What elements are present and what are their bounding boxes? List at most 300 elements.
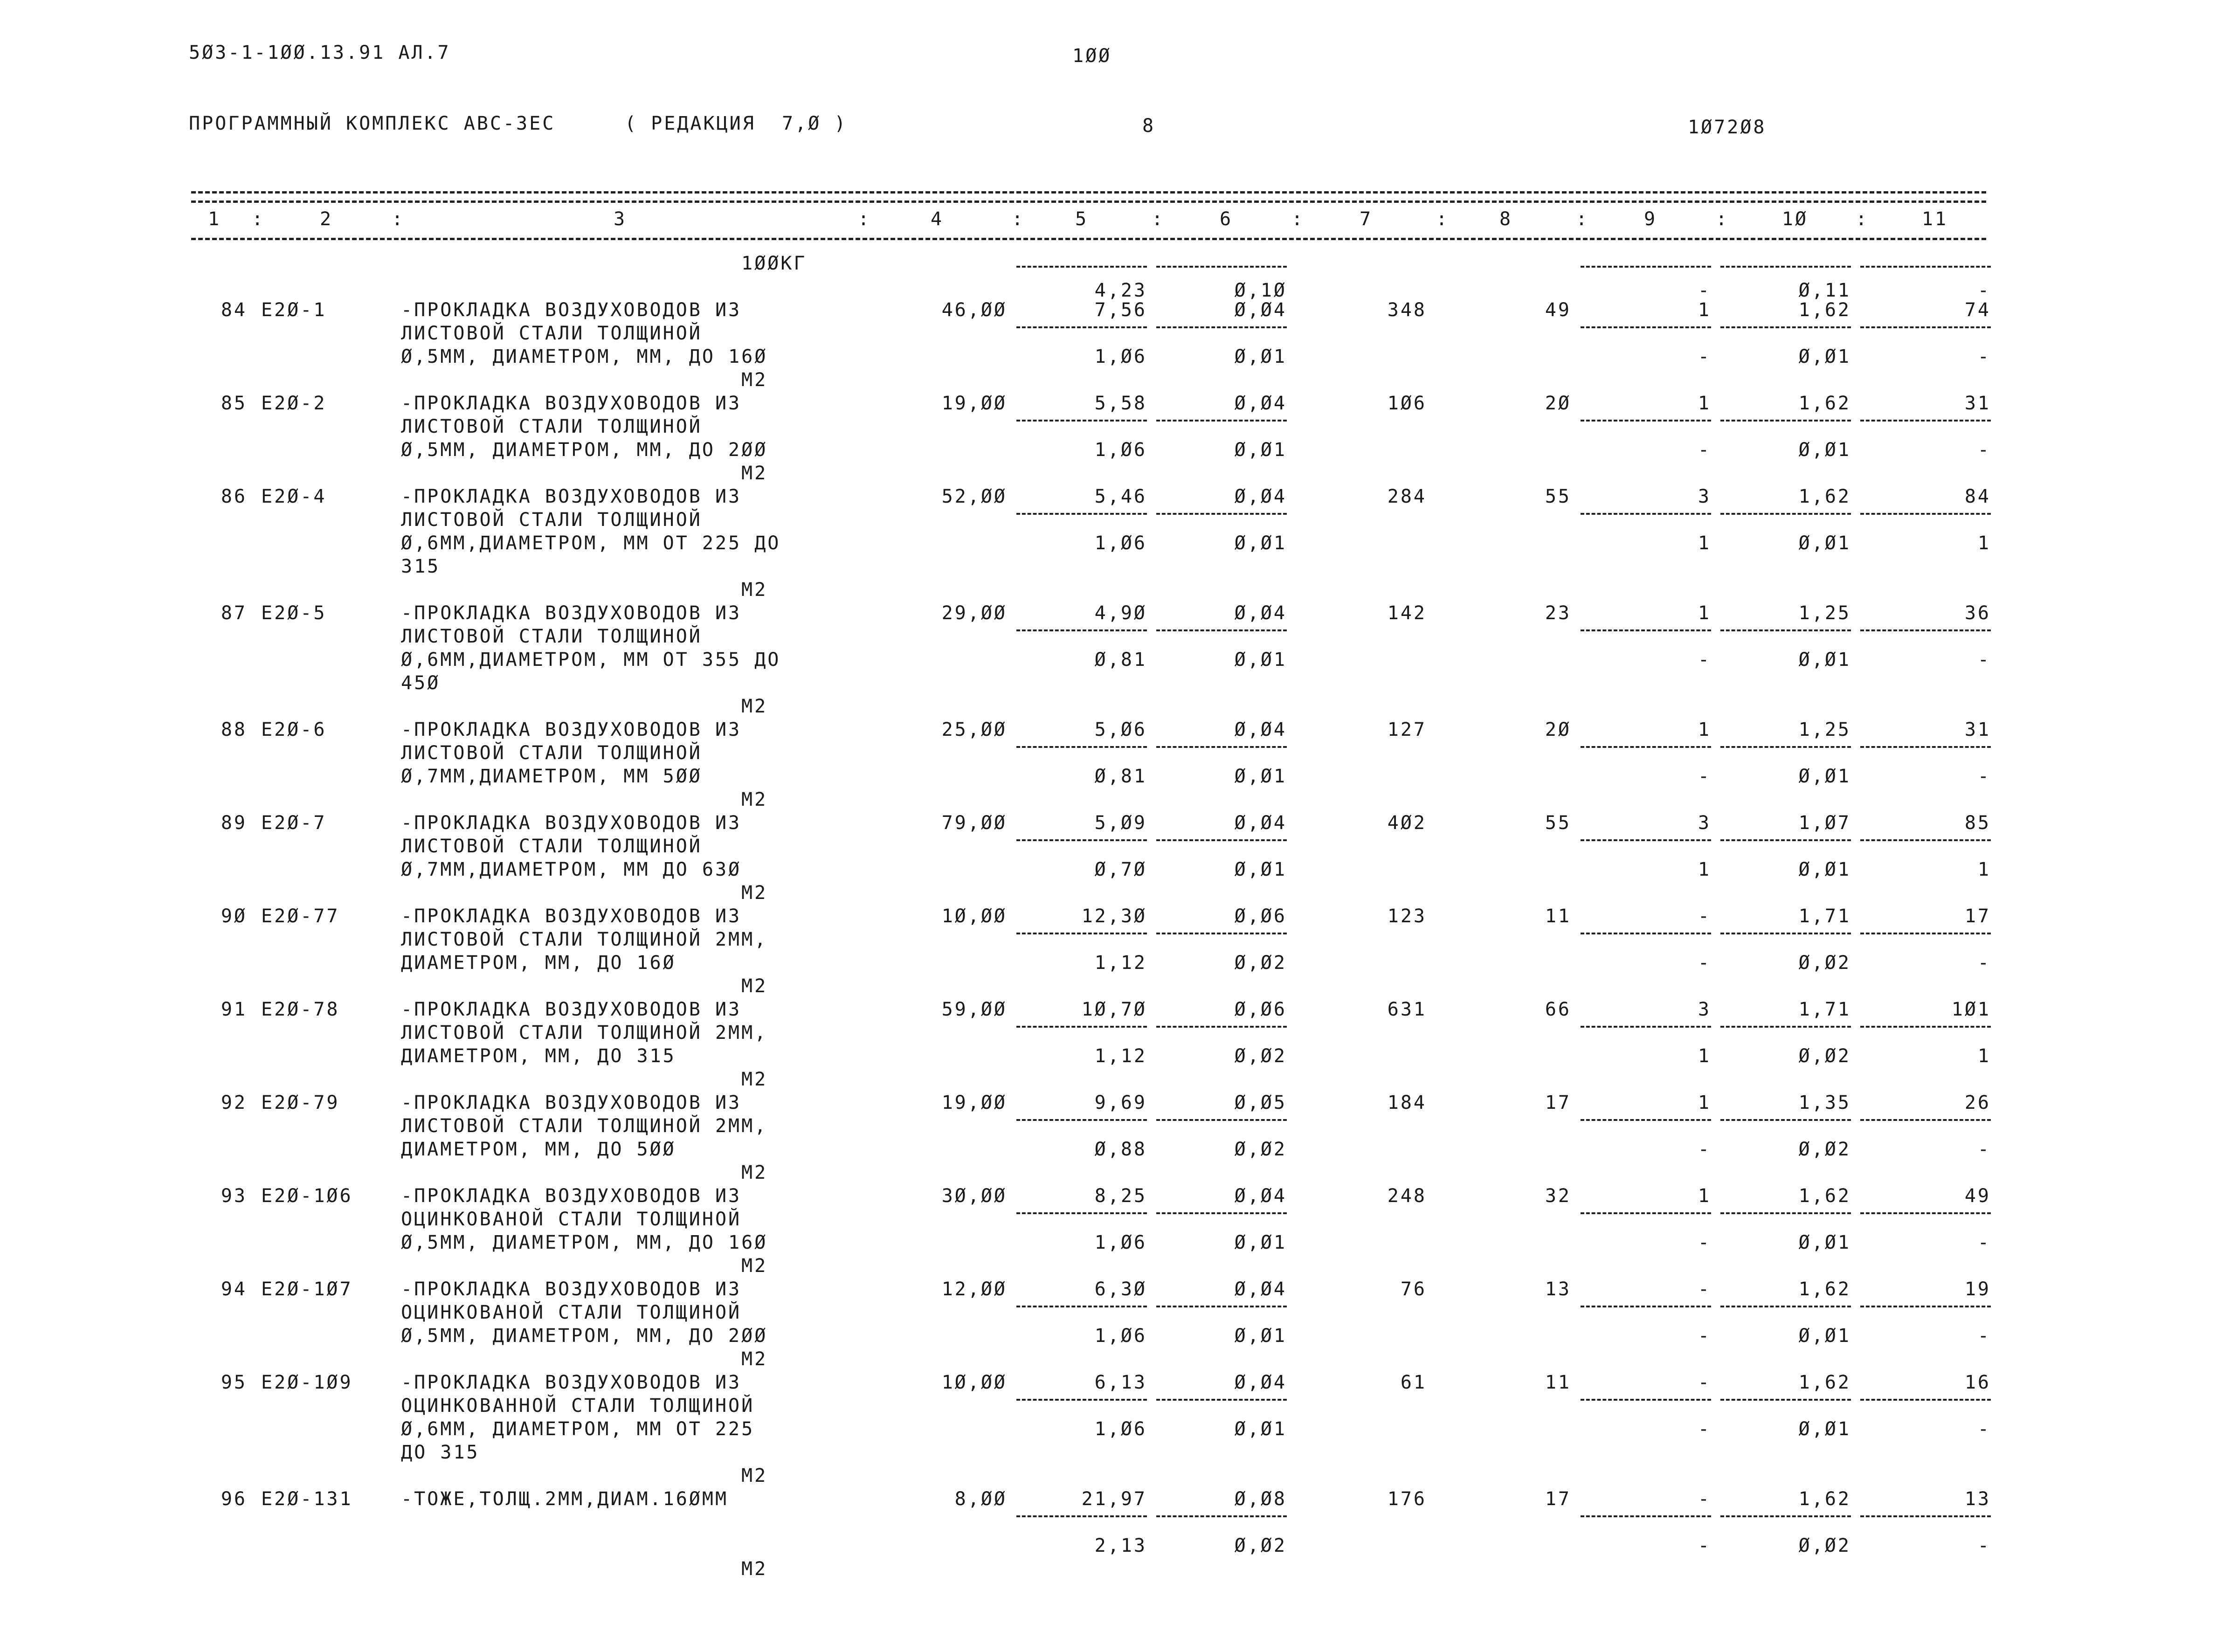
machinist-hours: Ø,Ø1 (1798, 1232, 1851, 1253)
split-rule (1720, 1306, 1851, 1307)
unit-of-measure: М2 (741, 1348, 768, 1370)
item-description-line: ДИАМЕТРОМ, ММ, ДО 315 (401, 1045, 676, 1067)
item-number: 84 (221, 299, 247, 321)
carry-col11: - (1977, 280, 1991, 301)
document-code: 1Ø72Ø8 (1688, 117, 1767, 138)
labor-hours-total: 31 (1964, 393, 1991, 414)
item-description-line: -ПРОКЛАДКА ВОЗДУХОВОДОВ ИЗ (401, 1092, 742, 1113)
unit-wage: 1,12 (1094, 1045, 1147, 1067)
unit-of-measure: М2 (741, 696, 768, 717)
item-description-line: ОЦИНКОВАНОЙ СТАЛИ ТОЛЩИНОЙ (401, 1209, 742, 1230)
unit-wage: 1,12 (1094, 952, 1147, 974)
machinist-hours-total: - (1977, 346, 1991, 367)
machinist-hours: Ø,Ø1 (1798, 346, 1851, 367)
labor-hours: 1,62 (1798, 1279, 1851, 1300)
labor-hours: 1,62 (1798, 299, 1851, 321)
col9-value: 3 (1698, 486, 1711, 507)
quantity: 1Ø,ØØ (941, 1372, 1007, 1393)
rate-code: Е2Ø-131 (261, 1488, 353, 1510)
item-description-line: ЛИСТОВОЙ СТАЛИ ТОЛЩИНОЙ 2ММ, (401, 1115, 768, 1137)
labor-hours: 1,25 (1798, 602, 1851, 624)
unit-machinist-wage: Ø,Ø1 (1234, 1418, 1287, 1440)
split-rule (1860, 1026, 1991, 1028)
col9-value: 1 (1698, 299, 1711, 321)
split-rule (1720, 1399, 1851, 1401)
rate-code: Е2Ø-6 (261, 719, 327, 740)
item-description-line: -ПРОКЛАДКА ВОЗДУХОВОДОВ ИЗ (401, 905, 742, 927)
total-cost: 631 (1387, 999, 1427, 1020)
unit-cost-machine: Ø,Ø4 (1234, 1372, 1287, 1393)
split-rule (1016, 1515, 1147, 1517)
labor-cost: 2Ø (1545, 719, 1571, 740)
column-separator: : (252, 208, 265, 230)
program-edition: ( РЕДАКЦИЯ 7,Ø ) (625, 113, 848, 134)
machinist-hours-total: 1 (1977, 532, 1991, 554)
item-description-line: -ПРОКЛАДКА ВОЗДУХОВОДОВ ИЗ (401, 299, 742, 321)
split-rule (1156, 933, 1287, 934)
unit-wage: 1,Ø6 (1094, 532, 1147, 554)
item-description-line: -ТОЖЕ,ТОЛЩ.2ММ,ДИАМ.16ØММ (401, 1488, 729, 1510)
rate-code: Е2Ø-79 (261, 1092, 340, 1113)
carry-col6: Ø,1Ø (1234, 280, 1287, 301)
column-separator: : (1291, 208, 1305, 230)
unit-cost-total: 4,9Ø (1094, 602, 1147, 624)
unit-cost-machine: Ø,Ø4 (1234, 719, 1287, 740)
split-rule (1581, 1399, 1711, 1401)
split-rule (1016, 513, 1147, 515)
column-number-5: 5 (1075, 208, 1089, 230)
unit-of-measure: М2 (741, 1069, 768, 1090)
unit-cost-machine: Ø,Ø4 (1234, 1185, 1287, 1207)
column-separator: : (392, 208, 405, 230)
item-description-line: -ПРОКЛАДКА ВОЗДУХОВОДОВ ИЗ (401, 486, 742, 507)
unit-cost-total: 7,56 (1094, 299, 1147, 321)
unit-cost-machine: Ø,Ø8 (1234, 1488, 1287, 1510)
split-rule (1581, 839, 1711, 841)
labor-hours: 1,62 (1798, 1372, 1851, 1393)
item-description-line: 315 (401, 556, 441, 577)
machinist-hours: Ø,Ø1 (1798, 532, 1851, 554)
split-rule (1581, 1212, 1711, 1214)
item-description-line: ОЦИНКОВАНОЙ СТАЛИ ТОЛЩИНОЙ (401, 1302, 742, 1323)
unit-cost-machine: Ø,Ø4 (1234, 393, 1287, 414)
item-number: 96 (221, 1488, 247, 1510)
unit-machinist-wage: Ø,Ø1 (1234, 766, 1287, 787)
split-rule (1016, 1026, 1147, 1028)
total-cost: 284 (1387, 486, 1427, 507)
split-rule (1720, 420, 1851, 422)
unit-cost-total: 12,3Ø (1081, 905, 1147, 927)
unit-cost-machine: Ø,Ø4 (1234, 1279, 1287, 1300)
labor-hours-total: 13 (1964, 1488, 1991, 1510)
item-number: 9Ø (221, 905, 247, 927)
split-rule (1156, 1212, 1287, 1214)
split-rule (1720, 1212, 1851, 1214)
split-rule (1860, 1306, 1991, 1307)
column-separator: : (1436, 208, 1450, 230)
unit-cost-machine: Ø,Ø4 (1234, 812, 1287, 834)
col9-sub-value: - (1698, 1232, 1711, 1253)
split-rule (1016, 266, 1147, 268)
split-rule (1016, 1306, 1147, 1307)
labor-hours-total: 16 (1964, 1372, 1991, 1393)
split-rule (1156, 1515, 1287, 1517)
column-number-1: 1 (207, 208, 221, 230)
labor-cost: 23 (1545, 602, 1571, 624)
rate-code: Е2Ø-78 (261, 999, 340, 1020)
carry-unit: 1ØØКГ (741, 253, 807, 274)
split-rule (1860, 1212, 1991, 1214)
column-separator: : (1012, 208, 1025, 230)
col9-value: 3 (1698, 999, 1711, 1020)
labor-hours-total: 84 (1964, 486, 1991, 507)
unit-cost-total: 1Ø,7Ø (1081, 999, 1147, 1020)
item-number: 89 (221, 812, 247, 834)
unit-machinist-wage: Ø,Ø2 (1234, 1045, 1287, 1067)
unit-of-measure: М2 (741, 1255, 768, 1277)
unit-of-measure: М2 (741, 1558, 768, 1580)
col9-sub-value: 1 (1698, 1045, 1711, 1067)
labor-hours: 1,Ø7 (1798, 812, 1851, 834)
item-description-line: ЛИСТОВОЙ СТАЛИ ТОЛЩИНОЙ (401, 323, 702, 344)
quantity: 12,ØØ (941, 1279, 1007, 1300)
column-number-6: 6 (1219, 208, 1233, 230)
item-description-line: Ø,5ММ, ДИАМЕТРОМ, ММ, ДО 16Ø (401, 346, 768, 367)
total-cost: 248 (1387, 1185, 1427, 1207)
split-rule (1581, 420, 1711, 422)
rate-code: Е2Ø-1Ø6 (261, 1185, 353, 1207)
col9-value: - (1698, 1372, 1711, 1393)
unit-machinist-wage: Ø,Ø1 (1234, 649, 1287, 670)
quantity: 19,ØØ (941, 393, 1007, 414)
unit-wage: Ø,81 (1094, 766, 1147, 787)
col9-value: 1 (1698, 1185, 1711, 1207)
split-rule (1016, 1212, 1147, 1214)
unit-wage: 1,Ø6 (1094, 346, 1147, 367)
rate-code: Е2Ø-5 (261, 602, 327, 624)
machinist-hours-total: - (1977, 649, 1991, 670)
unit-cost-total: 5,Ø6 (1094, 719, 1147, 740)
unit-of-measure: М2 (741, 789, 768, 810)
split-rule (1016, 1119, 1147, 1121)
split-rule (1860, 266, 1991, 268)
split-rule (1156, 1026, 1287, 1028)
col9-value: 1 (1698, 393, 1711, 414)
unit-cost-total: 6,13 (1094, 1372, 1147, 1393)
item-description-line: Ø,7ММ,ДИАМЕТРОМ, ММ ДО 63Ø (401, 859, 742, 880)
split-rule (1720, 326, 1851, 328)
total-cost: 176 (1387, 1488, 1427, 1510)
machinist-hours-total: - (1977, 1418, 1991, 1440)
rate-code: Е2Ø-1Ø9 (261, 1372, 353, 1393)
column-number-7: 7 (1359, 208, 1373, 230)
col9-sub-value: 1 (1698, 532, 1711, 554)
machinist-hours-total: - (1977, 952, 1991, 974)
machinist-hours-total: - (1977, 766, 1991, 787)
quantity: 79,ØØ (941, 812, 1007, 834)
split-rule (1156, 839, 1287, 841)
col9-value: 1 (1698, 1092, 1711, 1113)
item-number: 94 (221, 1279, 247, 1300)
labor-cost: 2Ø (1545, 393, 1571, 414)
item-description-line: Ø,5ММ, ДИАМЕТРОМ, ММ, ДО 2ØØ (401, 439, 768, 461)
item-description-line: -ПРОКЛАДКА ВОЗДУХОВОДОВ ИЗ (401, 602, 742, 624)
col9-value: 1 (1698, 602, 1711, 624)
unit-machinist-wage: Ø,Ø1 (1234, 1232, 1287, 1253)
quantity: 46,ØØ (941, 299, 1007, 321)
split-rule (1016, 746, 1147, 748)
unit-wage: 2,13 (1094, 1535, 1147, 1556)
labor-hours: 1,62 (1798, 1185, 1851, 1207)
split-rule (1156, 746, 1287, 748)
split-rule (1581, 1119, 1711, 1121)
item-description-line: ЛИСТОВОЙ СТАЛИ ТОЛЩИНОЙ (401, 836, 702, 857)
col9-value: - (1698, 1488, 1711, 1510)
split-rule (1720, 1119, 1851, 1121)
labor-hours-total: 36 (1964, 602, 1991, 624)
labor-cost: 49 (1545, 299, 1571, 321)
labor-hours-total: 31 (1964, 719, 1991, 740)
split-rule (1156, 420, 1287, 422)
table-top-rule (191, 191, 1986, 194)
split-rule (1581, 629, 1711, 631)
labor-hours-total: 49 (1964, 1185, 1991, 1207)
total-cost: 1Ø6 (1387, 393, 1427, 414)
col9-sub-value: - (1698, 346, 1711, 367)
quantity: 52,ØØ (941, 486, 1007, 507)
col9-sub-value: - (1698, 1535, 1711, 1556)
item-description-line: ЛИСТОВОЙ СТАЛИ ТОЛЩИНОЙ (401, 626, 702, 647)
split-rule (1860, 420, 1991, 422)
split-rule (1156, 1119, 1287, 1121)
rate-code: Е2Ø-7 (261, 812, 327, 834)
labor-cost: 55 (1545, 486, 1571, 507)
col9-sub-value: - (1698, 439, 1711, 461)
labor-cost: 66 (1545, 999, 1571, 1020)
labor-hours-total: 74 (1964, 299, 1991, 321)
item-description-line: Ø,5ММ, ДИАМЕТРОМ, ММ, ДО 2ØØ (401, 1325, 768, 1347)
unit-machinist-wage: Ø,Ø2 (1234, 952, 1287, 974)
column-separator: : (1716, 208, 1729, 230)
item-description-line: -ПРОКЛАДКА ВОЗДУХОВОДОВ ИЗ (401, 1372, 742, 1393)
labor-cost: 55 (1545, 812, 1571, 834)
unit-wage: Ø,81 (1094, 649, 1147, 670)
split-rule (1860, 1119, 1991, 1121)
machinist-hours: Ø,Ø2 (1798, 1045, 1851, 1067)
document-reference: 5Ø3-1-1ØØ.13.91 АЛ.7 (189, 42, 451, 63)
labor-hours: 1,62 (1798, 393, 1851, 414)
split-rule (1720, 933, 1851, 934)
unit-cost-total: 6,3Ø (1094, 1279, 1147, 1300)
labor-hours-total: 26 (1964, 1092, 1991, 1113)
split-rule (1720, 1515, 1851, 1517)
rate-code: Е2Ø-2 (261, 393, 327, 414)
col9-sub-value: - (1698, 952, 1711, 974)
item-description-line: Ø,6ММ,ДИАМЕТРОМ, ММ ОТ 355 ДО (401, 649, 781, 670)
total-cost: 348 (1387, 299, 1427, 321)
col9-sub-value: - (1698, 1139, 1711, 1160)
unit-cost-total: 5,Ø9 (1094, 812, 1147, 834)
item-description-line: Ø,5ММ, ДИАМЕТРОМ, ММ, ДО 16Ø (401, 1232, 768, 1253)
split-rule (1860, 746, 1991, 748)
col9-value: 1 (1698, 719, 1711, 740)
split-rule (1156, 1399, 1287, 1401)
labor-cost: 13 (1545, 1279, 1571, 1300)
split-rule (1860, 629, 1991, 631)
split-rule (1016, 933, 1147, 934)
column-separator: : (1576, 208, 1589, 230)
unit-machinist-wage: Ø,Ø1 (1234, 1325, 1287, 1347)
item-description-line: 45Ø (401, 672, 441, 694)
split-rule (1860, 513, 1991, 515)
unit-machinist-wage: Ø,Ø1 (1234, 532, 1287, 554)
split-rule (1016, 420, 1147, 422)
col9-sub-value: - (1698, 649, 1711, 670)
table-top-rule-2 (191, 200, 1986, 203)
split-rule (1156, 1306, 1287, 1307)
unit-cost-machine: Ø,Ø6 (1234, 905, 1287, 927)
labor-hours: 1,62 (1798, 486, 1851, 507)
quantity: 1Ø,ØØ (941, 905, 1007, 927)
item-description-line: -ПРОКЛАДКА ВОЗДУХОВОДОВ ИЗ (401, 1279, 742, 1300)
split-rule (1860, 326, 1991, 328)
split-rule (1720, 513, 1851, 515)
split-rule (1720, 839, 1851, 841)
labor-hours: 1,62 (1798, 1488, 1851, 1510)
split-rule (1860, 1399, 1991, 1401)
unit-cost-total: 9,69 (1094, 1092, 1147, 1113)
column-number-8: 8 (1499, 208, 1513, 230)
labor-hours-total: 19 (1964, 1279, 1991, 1300)
machinist-hours-total: - (1977, 1232, 1991, 1253)
item-description-line: -ПРОКЛАДКА ВОЗДУХОВОДОВ ИЗ (401, 1185, 742, 1207)
labor-hours: 1,71 (1798, 905, 1851, 927)
split-rule (1016, 1399, 1147, 1401)
sheet-number: 8 (1142, 115, 1156, 137)
split-rule (1581, 933, 1711, 934)
machinist-hours-total: - (1977, 1139, 1991, 1160)
unit-cost-total: 8,25 (1094, 1185, 1147, 1207)
machinist-hours: Ø,Ø1 (1798, 1325, 1851, 1347)
item-number: 93 (221, 1185, 247, 1207)
column-number-2: 2 (319, 208, 333, 230)
item-number: 88 (221, 719, 247, 740)
split-rule (1581, 1515, 1711, 1517)
unit-cost-total: 5,58 (1094, 393, 1147, 414)
unit-machinist-wage: Ø,Ø2 (1234, 1139, 1287, 1160)
unit-cost-total: 5,46 (1094, 486, 1147, 507)
machinist-hours-total: - (1977, 1325, 1991, 1347)
split-rule (1581, 513, 1711, 515)
split-rule (1720, 266, 1851, 268)
column-separator: : (1152, 208, 1165, 230)
labor-hours: 1,71 (1798, 999, 1851, 1020)
unit-of-measure: М2 (741, 1162, 768, 1183)
machinist-hours: Ø,Ø1 (1798, 859, 1851, 880)
quantity: 25,ØØ (941, 719, 1007, 740)
unit-wage: 1,Ø6 (1094, 1232, 1147, 1253)
item-number: 95 (221, 1372, 247, 1393)
total-cost: 142 (1387, 602, 1427, 624)
unit-cost-machine: Ø,Ø6 (1234, 999, 1287, 1020)
unit-wage: Ø,88 (1094, 1139, 1147, 1160)
machinist-hours: Ø,Ø1 (1798, 649, 1851, 670)
labor-hours-total: 1Ø1 (1951, 999, 1991, 1020)
split-rule (1581, 326, 1711, 328)
split-rule (1581, 266, 1711, 268)
labor-cost: 17 (1545, 1092, 1571, 1113)
split-rule (1860, 839, 1991, 841)
quantity: 59,ØØ (941, 999, 1007, 1020)
machinist-hours-total: - (1977, 439, 1991, 461)
column-number-10: 1Ø (1781, 208, 1809, 230)
item-number: 85 (221, 393, 247, 414)
unit-wage: 1,Ø6 (1094, 1325, 1147, 1347)
machinist-hours: Ø,Ø2 (1798, 1139, 1851, 1160)
unit-cost-total: 21,97 (1081, 1488, 1147, 1510)
item-description-line: ЛИСТОВОЙ СТАЛИ ТОЛЩИНОЙ (401, 742, 702, 764)
item-description-line: Ø,6ММ, ДИАМЕТРОМ, ММ ОТ 225 (401, 1418, 755, 1440)
split-rule (1720, 746, 1851, 748)
quantity: 3Ø,ØØ (941, 1185, 1007, 1207)
machinist-hours: Ø,Ø1 (1798, 766, 1851, 787)
item-number: 86 (221, 486, 247, 507)
col9-value: - (1698, 905, 1711, 927)
labor-cost: 32 (1545, 1185, 1571, 1207)
column-number-4: 4 (930, 208, 944, 230)
labor-cost: 11 (1545, 905, 1571, 927)
labor-hours-total: 17 (1964, 905, 1991, 927)
column-number-9: 9 (1643, 208, 1657, 230)
unit-wage: Ø,7Ø (1094, 859, 1147, 880)
unit-cost-machine: Ø,Ø5 (1234, 1092, 1287, 1113)
col9-value: - (1698, 1279, 1711, 1300)
header-bottom-rule (191, 238, 1986, 240)
unit-cost-machine: Ø,Ø4 (1234, 602, 1287, 624)
unit-cost-machine: Ø,Ø4 (1234, 486, 1287, 507)
quantity: 29,ØØ (941, 602, 1007, 624)
split-rule (1581, 746, 1711, 748)
labor-cost: 11 (1545, 1372, 1571, 1393)
machinist-hours: Ø,Ø1 (1798, 1418, 1851, 1440)
total-cost: 123 (1387, 905, 1427, 927)
total-cost: 127 (1387, 719, 1427, 740)
split-rule (1720, 629, 1851, 631)
split-rule (1156, 513, 1287, 515)
labor-hours: 1,35 (1798, 1092, 1851, 1113)
item-number: 87 (221, 602, 247, 624)
split-rule (1860, 933, 1991, 934)
item-description-line: ЛИСТОВОЙ СТАЛИ ТОЛЩИНОЙ 2ММ, (401, 929, 768, 950)
column-number-3: 3 (613, 208, 627, 230)
total-cost: 4Ø2 (1387, 812, 1427, 834)
item-description-line: ЛИСТОВОЙ СТАЛИ ТОЛЩИНОЙ 2ММ, (401, 1022, 768, 1044)
program-title: ПРОГРАММНЫЙ КОМПЛЕКС АВС-3ЕС (189, 113, 556, 134)
labor-hours: 1,25 (1798, 719, 1851, 740)
machinist-hours-total: - (1977, 1535, 1991, 1556)
item-description-line: -ПРОКЛАДКА ВОЗДУХОВОДОВ ИЗ (401, 719, 742, 740)
unit-of-measure: М2 (741, 1465, 768, 1486)
item-description-line: -ПРОКЛАДКА ВОЗДУХОВОДОВ ИЗ (401, 999, 742, 1020)
split-rule (1156, 326, 1287, 328)
item-description-line: ЛИСТОВОЙ СТАЛИ ТОЛЩИНОЙ (401, 416, 702, 437)
machinist-hours: Ø,Ø2 (1798, 1535, 1851, 1556)
page-number: 1ØØ (1072, 45, 1112, 67)
carry-col10: Ø,11 (1798, 280, 1851, 301)
unit-wage: 1,Ø6 (1094, 439, 1147, 461)
unit-machinist-wage: Ø,Ø1 (1234, 346, 1287, 367)
labor-hours-total: 85 (1964, 812, 1991, 834)
